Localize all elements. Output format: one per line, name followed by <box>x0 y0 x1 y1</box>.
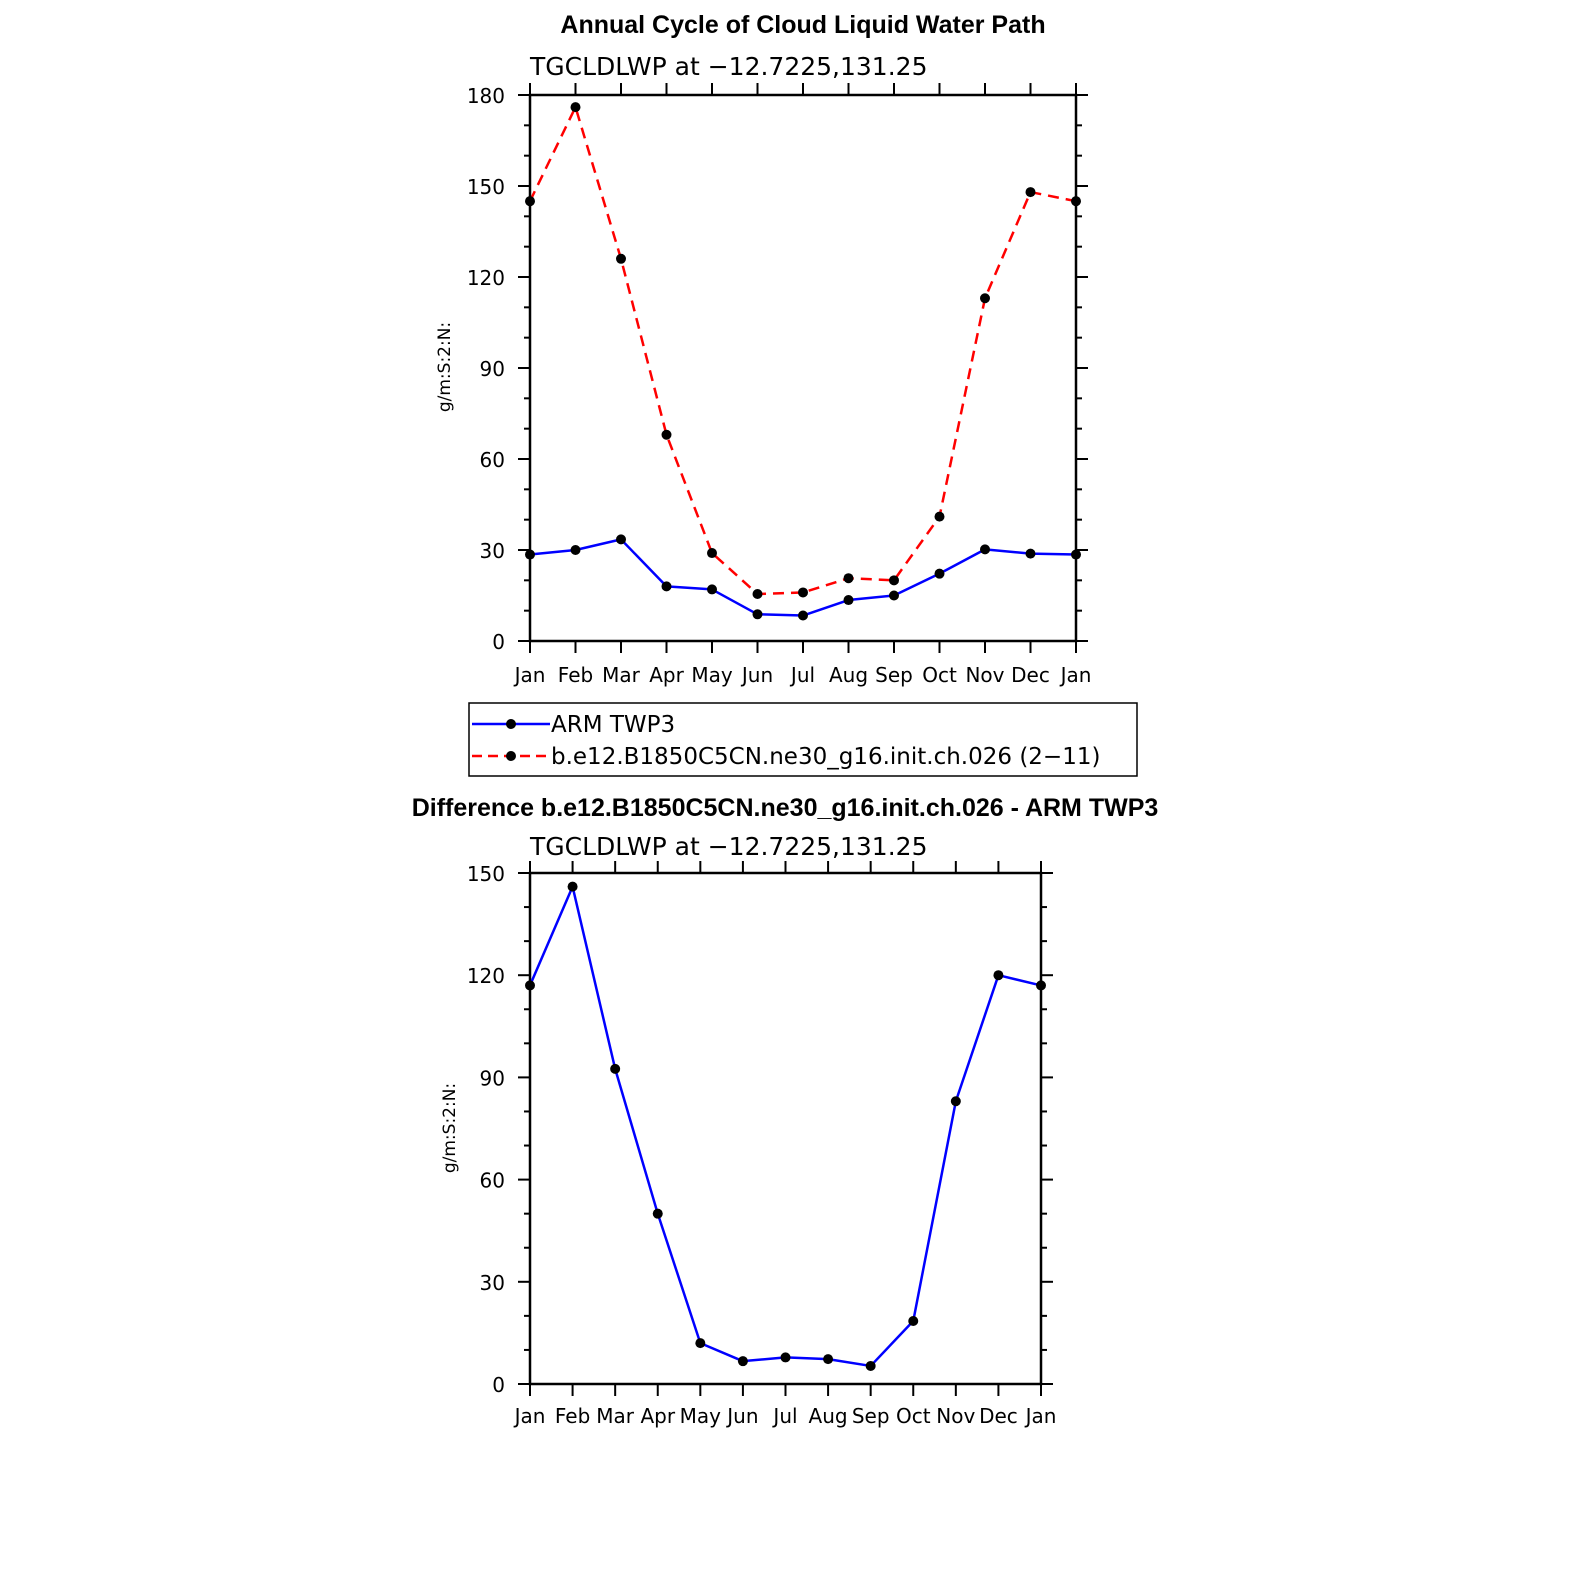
legend-label-arm: ARM TWP3 <box>551 712 676 738</box>
data-point <box>889 591 899 601</box>
x-tick-label: Jun <box>727 1404 759 1428</box>
data-point <box>1071 196 1081 206</box>
data-point <box>798 587 808 597</box>
y-tick-label: 120 <box>466 964 505 989</box>
x-tick-label: Sep <box>875 663 913 687</box>
x-tick-label: Oct <box>895 1404 931 1428</box>
legend-marker-arm <box>506 719 516 729</box>
difference-data-series <box>525 882 1046 1371</box>
data-point <box>889 575 899 585</box>
data-point <box>781 1352 791 1362</box>
data-point <box>1036 980 1046 990</box>
difference-y-axis-label: g/m:S:2:N: <box>440 1082 460 1174</box>
data-point <box>738 1356 748 1366</box>
x-tick-label: Sep <box>851 1404 890 1428</box>
y-tick-label: 60 <box>479 448 505 472</box>
data-point <box>935 569 945 579</box>
data-series <box>525 102 1081 620</box>
y-tick-label: 150 <box>466 175 505 199</box>
data-point <box>662 430 672 440</box>
y-tick-label: 30 <box>479 539 505 563</box>
data-point <box>844 573 854 583</box>
y-tick-label: 60 <box>479 1168 505 1193</box>
x-tick-label: Nov <box>936 1404 976 1428</box>
x-tick-label: Nov <box>965 663 1005 687</box>
data-point <box>798 611 808 621</box>
y-axis-label: g/m:S:2:N: <box>435 321 455 413</box>
data-point <box>616 534 626 544</box>
x-tick-labels <box>513 663 1092 687</box>
x-tick-label: Oct <box>922 663 957 687</box>
data-point <box>571 102 581 112</box>
data-point <box>1026 187 1036 197</box>
x-tick-label: Mar <box>596 1404 635 1428</box>
x-tick-label: Dec <box>1011 663 1050 687</box>
chart-title: Annual Cycle of Cloud Liquid Water Path <box>560 11 1046 39</box>
axis-ticks <box>518 83 1088 653</box>
legend <box>469 703 1137 776</box>
legend-label-model: b.e12.B1850C5CN.ne30_g16.init.ch.026 (2−11) <box>551 744 1101 770</box>
y-tick-label: 90 <box>479 357 505 381</box>
data-point <box>753 589 763 599</box>
data-point <box>571 545 581 555</box>
data-point <box>707 548 717 558</box>
y-tick-label: 120 <box>466 266 505 290</box>
difference-panel <box>412 794 1159 1428</box>
difference-x-tick-labels <box>513 1404 1057 1428</box>
y-tick-label: 150 <box>466 862 505 886</box>
data-point <box>993 970 1003 980</box>
data-point <box>525 550 535 560</box>
difference-axis-ticks <box>518 861 1053 1396</box>
data-point <box>935 512 945 522</box>
data-point <box>753 609 763 619</box>
data-point <box>695 1338 705 1348</box>
y-tick-label: 0 <box>492 630 505 654</box>
data-point <box>525 196 535 206</box>
data-point <box>662 581 672 591</box>
x-tick-label: Aug <box>808 1404 848 1428</box>
y-tick-label: 180 <box>466 84 505 108</box>
data-point <box>653 1209 663 1219</box>
data-point <box>610 1064 620 1074</box>
x-tick-label: Mar <box>602 663 640 687</box>
x-tick-label: Jun <box>741 663 774 687</box>
x-tick-label: Dec <box>979 1404 1018 1428</box>
x-tick-label: Apr <box>649 663 684 687</box>
x-tick-label: Feb <box>557 663 594 687</box>
y-tick-label: 90 <box>479 1066 505 1091</box>
series-line-0 <box>530 887 1041 1366</box>
data-point <box>980 544 990 554</box>
data-point <box>707 584 717 594</box>
data-point <box>980 293 990 303</box>
x-tick-label: Jan <box>514 1404 546 1428</box>
x-tick-label: May <box>691 663 733 687</box>
x-tick-label: May <box>679 1404 722 1428</box>
data-point <box>1071 550 1081 560</box>
series-line-1 <box>530 107 1076 594</box>
difference-y-tick-labels <box>467 862 505 1397</box>
y-tick-labels <box>467 84 505 654</box>
x-tick-label: Jan <box>1025 1404 1057 1428</box>
y-tick-label: 30 <box>479 1270 505 1295</box>
chart-subtitle: TGCLDLWP at −12.7225,131.25 <box>530 52 928 81</box>
x-tick-label: Apr <box>640 1404 676 1428</box>
x-tick-label: Aug <box>828 663 869 687</box>
data-point <box>866 1361 876 1371</box>
difference-subtitle: TGCLDLWP at −12.7225,131.25 <box>530 832 928 861</box>
difference-plot-frame <box>530 873 1041 1384</box>
plot-frame <box>530 95 1076 641</box>
data-point <box>1026 549 1036 559</box>
data-point <box>823 1354 833 1364</box>
data-point <box>568 882 578 892</box>
y-tick-label: 0 <box>492 1373 505 1397</box>
x-tick-label: Feb <box>554 1404 591 1428</box>
data-point <box>908 1316 918 1326</box>
series-line-0 <box>530 539 1076 615</box>
x-tick-label: Jul <box>773 1404 798 1428</box>
x-tick-label: Jan <box>514 663 546 687</box>
data-point <box>616 254 626 264</box>
difference-title: Difference b.e12.B1850C5CN.ne30_g16.init.ch.026 - ARM TWP3 <box>411 794 1159 822</box>
legend-marker-model <box>506 751 516 761</box>
data-point <box>844 595 854 605</box>
x-tick-label: Jul <box>790 663 816 687</box>
annual-cycle-panel <box>435 11 1137 776</box>
data-point <box>525 980 535 990</box>
data-point <box>951 1096 961 1106</box>
x-tick-label: Jan <box>1060 663 1092 687</box>
